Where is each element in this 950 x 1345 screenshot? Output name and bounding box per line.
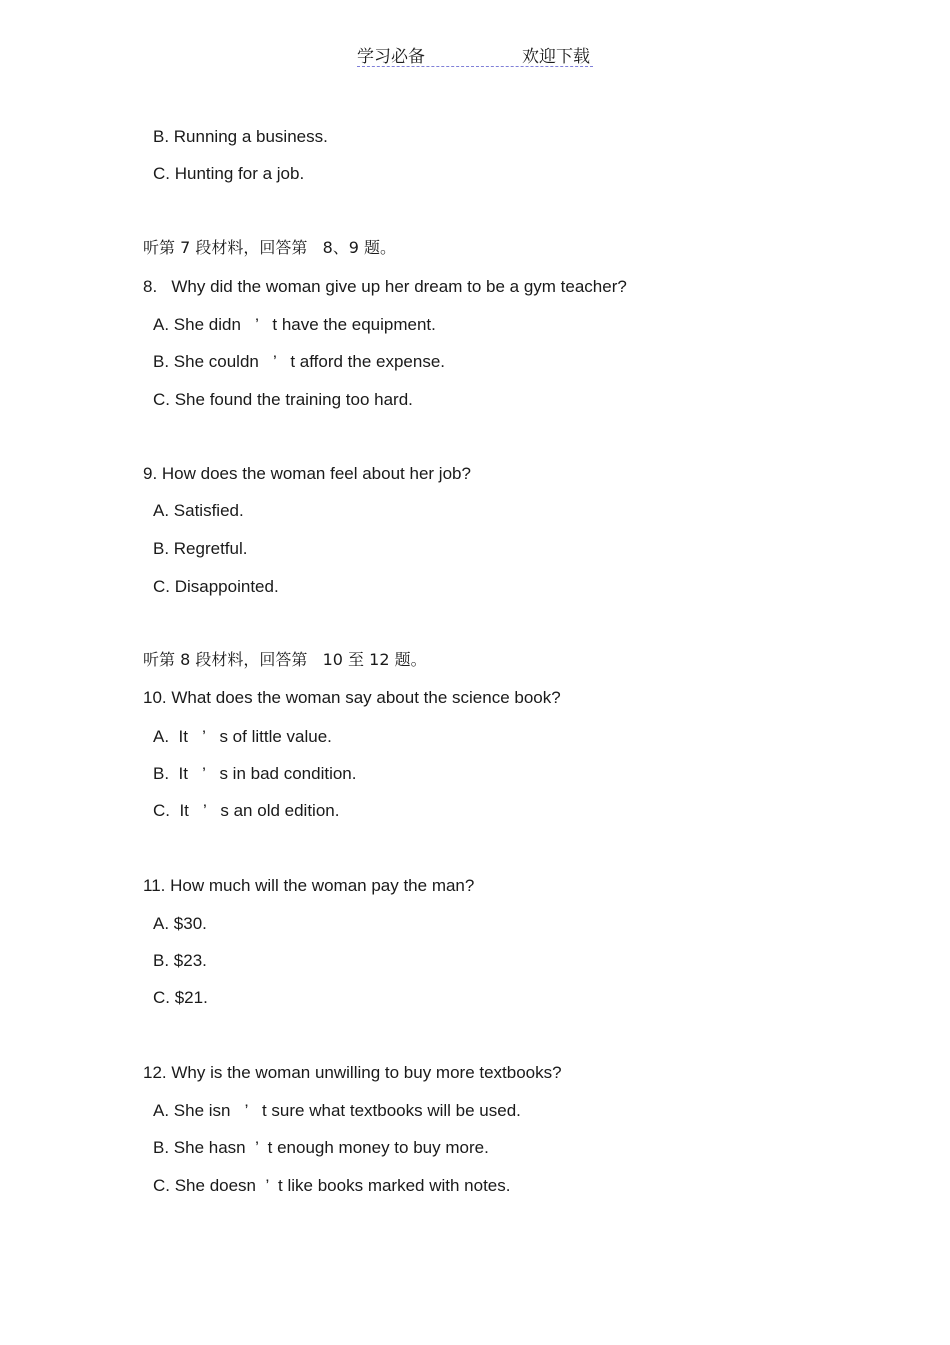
section-7-instruction: 听第 7 段材料，回答第 8、9 题。 — [143, 238, 397, 257]
q8-option-c: C. She found the training too hard. — [153, 390, 413, 409]
q12-option-a: A. She isn ’ t sure what textbooks will be used. — [153, 1101, 521, 1120]
q11-option-b: B. $23. — [153, 951, 207, 970]
question-11: 11. How much will the woman pay the man? — [143, 876, 475, 895]
q10-option-a: A. It ’ s of little value. — [153, 727, 332, 746]
q9-option-a: A. Satisfied. — [153, 501, 244, 520]
q9-option-b: B. Regretful. — [153, 539, 248, 558]
q10-option-b: B. It ’ s in bad condition. — [153, 764, 357, 783]
question-8: 8. Why did the woman give up her dream to be a gym teacher? — [143, 277, 627, 296]
q7-option-c: C. Hunting for a job. — [153, 164, 305, 183]
q10-option-c: C. It ’ s an old edition. — [153, 801, 340, 820]
q12-option-b: B. She hasn ’ t enough money to buy more. — [153, 1138, 489, 1157]
header-right-text: 欢迎下载 — [522, 47, 590, 67]
question-10: 10. What does the woman say about the science book? — [143, 688, 561, 707]
q9-option-c: C. Disappointed. — [153, 577, 279, 596]
q12-option-c: C. She doesn ’ t like books marked with notes. — [153, 1176, 511, 1195]
q8-option-a: A. She didn ’ t have the equipment. — [153, 315, 436, 334]
q11-option-c: C. $21. — [153, 988, 208, 1007]
section-8-instruction: 听第 8 段材料，回答第 10 至 12 题。 — [143, 650, 427, 669]
q7-option-b: B. Running a business. — [153, 127, 328, 146]
page-header — [357, 40, 593, 67]
q11-option-a: A. $30. — [153, 914, 207, 933]
header-left-text: 学习必备 — [357, 47, 425, 67]
question-12: 12. Why is the woman unwilling to buy more textbooks? — [143, 1063, 562, 1082]
question-9: 9. How does the woman feel about her job? — [143, 464, 471, 483]
q8-option-b: B. She couldn ’ t afford the expense. — [153, 352, 446, 371]
